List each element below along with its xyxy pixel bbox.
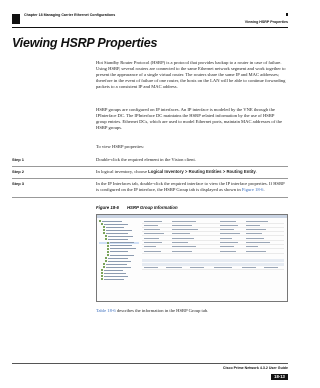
properties-panel <box>142 220 284 271</box>
tree-node <box>99 251 139 253</box>
figure-link[interactable]: Figure 18-6 <box>241 186 264 192</box>
step-text <box>96 169 288 175</box>
header-marker <box>286 13 288 16</box>
step-text-pre: In the IP Interfaces tab, double-click the required interface to view the IP interface properties. If HSRP is configured on the IP interface, the HSRP Group tab is displayed as shown in <box>96 181 285 192</box>
step-text <box>96 181 288 193</box>
header-block <box>12 14 20 24</box>
tree-node <box>99 238 139 240</box>
table-reference-sentence <box>96 308 208 313</box>
section-title: Viewing HSRP Properties <box>244 20 288 24</box>
property-row <box>142 229 284 233</box>
figure-number: Figure 18-6 <box>96 205 119 210</box>
property-row <box>142 250 284 254</box>
tree-node <box>99 275 139 277</box>
step-text-pre: In logical inventory, choose <box>96 169 149 174</box>
paragraph-hsrp-groups: HSRP groups are configured on IP interfaces. An IP interface is modeled by the VNE through the IPInterface DC. The IPInterface DC maintains the HSRP related information by the use of HSRP group entries. Ethernet DCs, which are used to model Ethernet ports, maintain MAC addresses of the HSRP groups. <box>96 107 283 130</box>
paragraph-to-view: To view HSRP properties: <box>96 144 145 149</box>
tree-node <box>99 272 139 274</box>
figure-caption <box>96 205 178 210</box>
footer-rule <box>12 363 288 364</box>
tree-node <box>99 232 139 234</box>
tree-node <box>99 248 139 250</box>
tree-node <box>99 263 139 265</box>
tab-strip <box>142 259 284 262</box>
step-text-post: . <box>263 186 265 192</box>
page-number: 18-13 <box>271 374 288 380</box>
figure-screenshot <box>96 214 288 302</box>
table-header <box>142 263 284 266</box>
tree-node-selected <box>99 242 139 244</box>
paragraph-hsrp-intro: Hot Standby Router Protocol (HSRP) is a protocol that provides backup to a router in case of failure. Using HSRP, several routers are connected to the same Ethernet network segment and work together to present the appearance of a single virtual router. The routers share the same IP and MAC addresses; therefore in the event of failure of one router, the hosts on the LAN will be able to continue forwarding packets to a consistent IP and MAC address. <box>96 60 286 89</box>
step-number: Step 2 <box>12 169 25 174</box>
tree-node <box>99 269 139 271</box>
table-row <box>142 267 284 271</box>
property-row <box>142 224 284 228</box>
step-text-post: . <box>255 169 257 174</box>
menu-path: Logical Inventory > Routing Entities > Routing Entity <box>148 169 256 174</box>
tree-node <box>99 245 139 247</box>
table-link[interactable]: Table 18-6 <box>96 308 116 313</box>
property-row <box>142 233 284 237</box>
tree-node <box>99 257 139 259</box>
step-number: Step 3 <box>12 181 25 186</box>
tree-node <box>99 254 139 256</box>
tree-node <box>99 226 139 228</box>
inventory-tree <box>99 220 139 282</box>
window-title-bar <box>97 215 287 218</box>
property-row <box>142 220 284 224</box>
header-rule <box>12 27 288 28</box>
tree-node <box>99 260 139 262</box>
page-title: Viewing HSRP Properties <box>12 36 158 50</box>
guide-title: Cisco Prime Network 4.3.2 User Guide <box>222 366 288 370</box>
step-number: Step 1 <box>12 157 25 162</box>
property-row <box>142 237 284 241</box>
table-reference-text: describes the information in the HSRP Group tab. <box>115 308 209 313</box>
tree-node <box>99 266 139 268</box>
tree-node <box>99 278 139 280</box>
figure-title: HSRP Group Information <box>126 205 178 210</box>
property-row <box>142 241 284 245</box>
tree-node <box>99 235 139 237</box>
tree-node <box>99 223 139 225</box>
tree-node <box>99 220 139 222</box>
step-text: Double-click the required element in the Vision client. <box>96 157 196 162</box>
property-row <box>142 246 284 250</box>
chapter-title: Chapter 18 Managing Carrier Ethernet Configurations <box>24 13 116 17</box>
tree-node <box>99 229 139 231</box>
